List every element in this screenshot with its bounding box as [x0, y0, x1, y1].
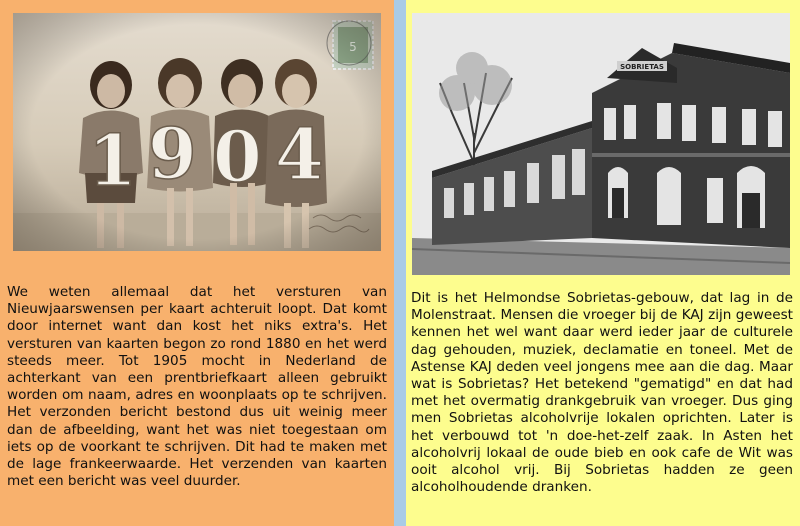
right-article-text: Dit is het Helmondse Sobrietas-gebouw, dat lag in de Molenstraat. Mensen die vroeger bij de KAJ zijn geweest kennen het wel want daar werd ieder jaar de culturele dag gehouden, muziek, declamatie en toneel. Met de Astense KAJ deden veel jongens mee aan die dag. Maar wat is Sobrietas? Het betekend "gematigd" en dat had met het overmatig drankgebruik van vroeger. Dus ging men Sobrietas alcoholvrije lokalen oprichten. Later is het verbouwd tot 'n doe-het-zelf zaak. In Asten het alcoholvrij lokaal de oude bieb en ook cafe de Wit was ooit alcohol vrij. Bij Sobrietas hadden ze geen alcoholhoudende dranken.: [411, 290, 793, 496]
right-panel: [406, 0, 800, 526]
left-article-text: We weten allemaal dat het versturen van Nieuwjaarswensen per kaart achteruit loopt. Dat komt door internet want dan kost het niks extra's. Het versturen van kaarten begon zo rond 1880 en het werd steeds meer. Tot 1905 mocht in Nederland de achterkant van een prentbriefkaart alleen gebruikt worden om naam, adres en woonplaats op te schrijven. Het verzonden bericht bestond dus uit weinig meer dan de afbeelding, want het was niet toegestaan om iets op de voorkant te schrijven. Dit had te maken met de lage frankeerwaarde. Het verzenden van kaarten met een bericht was veel duurder.: [7, 284, 387, 490]
postcard-photo: [13, 13, 381, 251]
panel-divider: [394, 0, 406, 526]
left-panel: [0, 0, 394, 526]
svg-text:SOBRIETAS: SOBRIETAS: [620, 63, 664, 71]
building-photo: [412, 13, 790, 275]
